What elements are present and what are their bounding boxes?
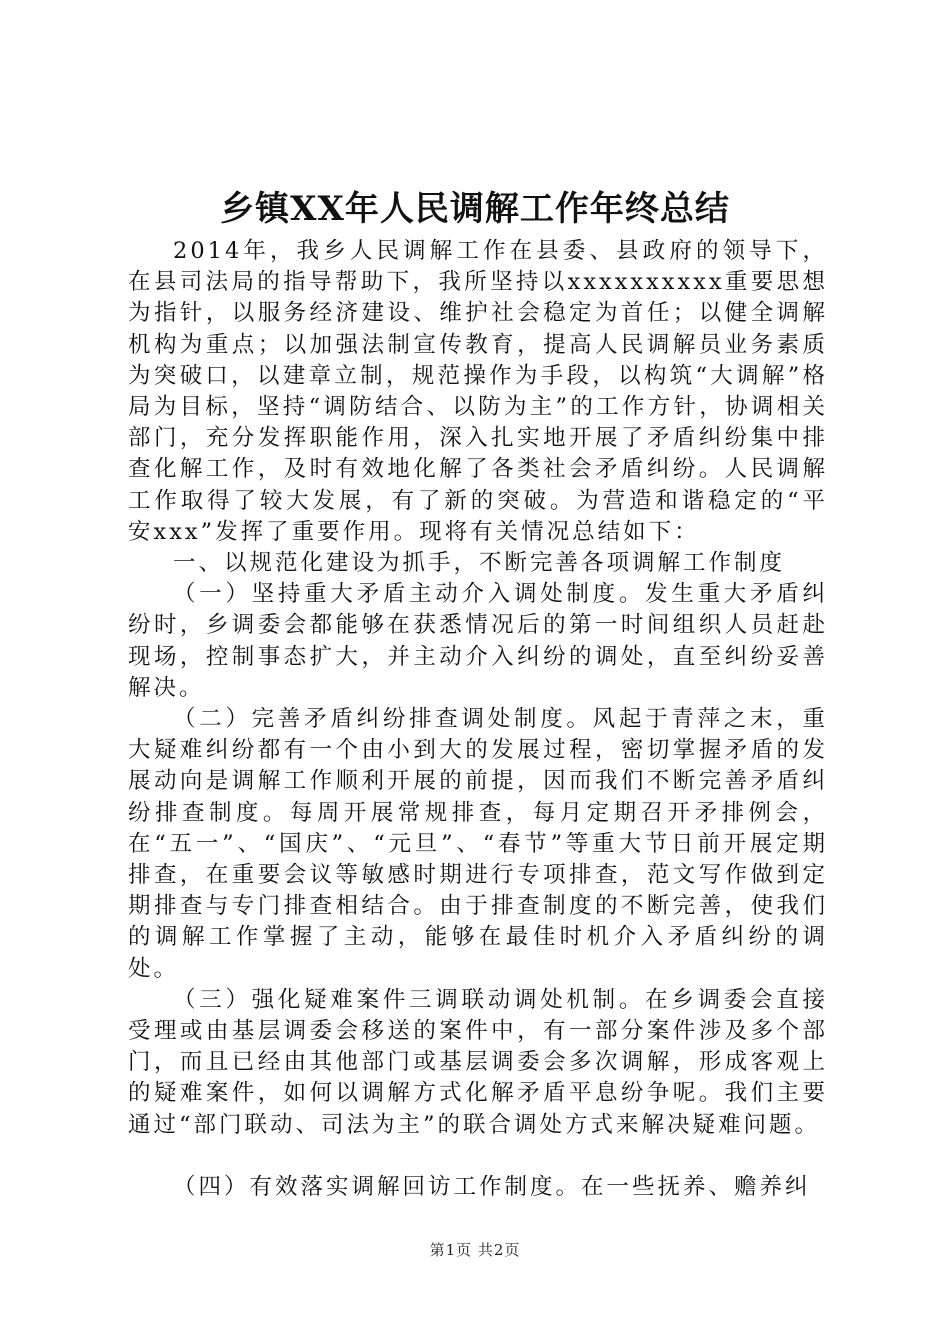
document-title: 乡镇XX年人民调解工作年终总结 [220,189,730,229]
paragraph-item-4: （四）有效落实调解回访工作制度。在一些抚养、赡养纠 [173,1173,811,1200]
paragraph-item-3: （三）强化疑难案件三调联动调处机制。在乡调委会直接受理或由基层调委会移送的案件中，有一部分案件涉及多个部门，而且已经由其他部门或基层调委会多次调解，形成客观上的疑难案件，如何以调解方式化解矛盾平息纷争呢。我们主要通过“部门联动、司法为主”的联合调处方式来解决疑难问题。 [128,986,828,1138]
paragraph-intro: 2014年，我乡人民调解工作在县委、县政府的领导下，在县司法局的指导帮助下，我所坚持以xxxxxxxxxx重要思想为指针，以服务经济建设、维护社会稳定为首任；以健全调解机构为重点；以加强法制宣传教育，提高人民调解员业务素质为突破口，以建章立制，规范操作为手段，以构筑“大调解”格局为目标，坚持“调防结合、以防为主”的工作方针，协调相关部门，充分发挥职能作用，深入扎实地开展了矛盾纠纷集中排查化解工作，及时有效地化解了各类社会矛盾纠纷。人民调解工作取得了较大发展，有了新的突破。为营造和谐稳定的“平安xxx”发挥了重要作用。现将有关情况总结如下： [128,238,828,545]
paragraph-item-1: （一）坚持重大矛盾主动介入调处制度。发生重大矛盾纠纷时，乡调委会都能够在获悉情况后的第一时间组织人员赶赴现场，控制事态扩大，并主动介入纠纷的调处，直至纠纷妥善解决。 [128,581,828,701]
paragraph-item-2: （二）完善矛盾纠纷排查调处制度。风起于青萍之末，重大疑难纠纷都有一个由小到大的发展过程，密切掌握矛盾的发展动向是调解工作顺利开展的前提，因而我们不断完善矛盾纠纷排查制度。每周开展常规排查，每月定期召开矛排例会，在“五一”、“国庆”、“元旦”、“春节”等重大节日前开展定期排查，在重要会议等敏感时期进行专项排查，范文写作做到定期排查与专门排查相结合。由于排查制度的不断完善，使我们的调解工作掌握了主动，能够在最佳时机介入矛盾纠纷的调处。 [128,706,828,982]
document-body [128,236,828,1203]
page-number: 第1页 共2页 [429,1241,521,1259]
section-heading-1: 一、以规范化建设为抓手，不断完善各项调解工作制度 [173,550,786,577]
